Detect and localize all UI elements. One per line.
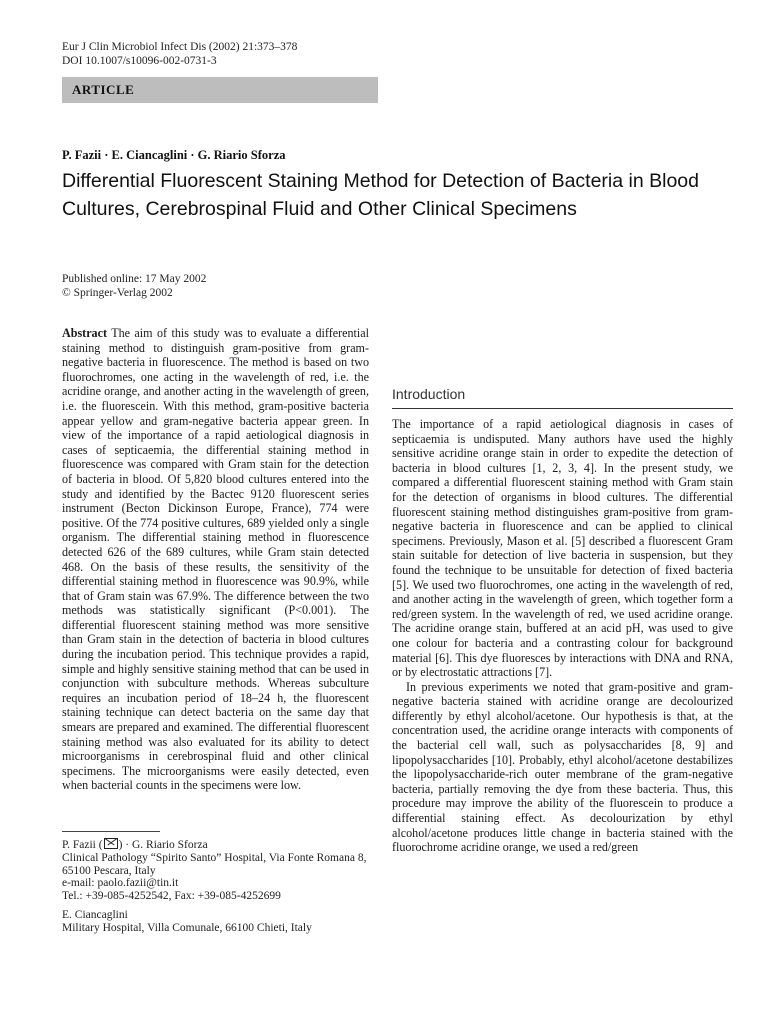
authors: P. Fazii · E. Ciancaglini · G. Riario Sforza (62, 148, 286, 162)
section-label: ARTICLE (72, 82, 135, 97)
published-online: Published online: 17 May 2002 (62, 273, 207, 285)
envelope-icon (104, 838, 118, 849)
coauthor-name: ) · G. Riario Sforza (118, 839, 208, 851)
affiliation-address: Clinical Pathology “Spirito Santo” Hospital, Via Fonte Romana 8, (62, 851, 367, 864)
abstract (62, 326, 369, 793)
abstract-column (62, 326, 369, 793)
email: e-mail: paolo.fazii@tin.it (62, 877, 179, 890)
publication-info (62, 273, 206, 300)
journal-citation: Eur J Clin Microbiol Infect Dis (2002) 21:373–378 (62, 41, 298, 53)
author-name: P. Fazii ( (62, 839, 103, 851)
introduction-paragraph-1: The importance of a rapid aetiological diagnosis in cases of septicaemia is undisputed. Many authors have used the highly sensitive acridine orange stain in order to expedite the detection of bacteria in blood cultures [1, 2, 3, 4]. In the present study, we compared a differential fluorescent staining method with Gram stain for the detection of organisms in blood cultures. The differential fluorescent staining method distinguishes gram-positive from gram-negative bacteria in fluorescence and can be applied to clinical specimens. Previously, Mason et al. [5] described a fluorescent Gram stain suitable for detection of live bacteria in suspension, but they found the technique to be unsuitable for detection of fixed bacteria [5]. We used two fluorochromes, one acting in the wavelength of red, and another acting in the wavelength of green, which together form a red/green system. In the wavelength of red, we used acridine orange. The acridine orange stain, buffered at an acid pH, was used to give one colour for bacteria and a contrasting colour for background material [6]. This dye fluoresces by interactions with DNA and RNA, or by electrostatic attractions [7]. (392, 417, 733, 680)
second-affiliation: Military Hospital, Villa Comunale, 66100 Chieti, Italy (62, 921, 312, 934)
introduction-rule (392, 408, 733, 409)
affiliation-divider (62, 831, 160, 832)
affiliations (62, 838, 372, 935)
section-label-bar (62, 77, 378, 103)
phone-fax: Tel.: +39-085-4252542, Fax: +39-085-4252699 (62, 890, 281, 903)
introduction-heading: Introduction (392, 386, 466, 402)
abstract-text: The aim of this study was to evaluate a differential staining method to distinguish gram-positive from gram-negative bacteria in fluorescence. The method is based on two fluorochromes, one acting in the wavelength of red, i.e. the acridine orange, and another acting in the wavelength of green, i.e. the fluorescein. With this method, gram-positive bacteria appear yellow and gram-negative bacteria appear green. In view of the importance of a rapid aetiological diagnosis in cases of septicaemia, the differential staining method in fluorescence was compared with Gram stain for the detection of bacteria in blood. Of 5,820 blood cultures entered into the study and identified by the Bactec 9120 fluorescent series instrument (Becton Dickinson Europe, France), 774 were positive. Of the 774 positive cultures, 689 yielded only a single organism. The differential staining method in fluorescence detected 626 of the 689 cultures, while Gram stain detected 468. On the basis of these results, the sensitivity of the differential staining method in fluorescence was 90.9%, while that of Gram stain was 67.9%. The difference between the two methods was statistically significant (P<0.001). The differential fluorescent staining method was more sensitive than Gram stain in the detection of bacteria in blood cultures during the incubation period. This technique provides a rapid, simple and highly sensitive staining method that can be used in conjunction with subculture methods. Whereas subculture requires an incubation period of 18–24 h, the fluorescent staining technique can detect bacteria on the same day that smears are prepared and examined. The differential fluorescent staining method was also evaluated for its ability to detect microorganisms in cerebrospinal fluid and other clinical specimens. The microorganisms were easily detected, even when bacterial counts in the specimens were low. (62, 326, 369, 793)
abstract-label: Abstract (62, 326, 108, 340)
doi: DOI 10.1007/s10096-002-0731-3 (62, 54, 217, 67)
journal-meta (62, 41, 297, 68)
corresponding-authors (62, 838, 372, 852)
copyright: © Springer-Verlag 2002 (62, 286, 173, 299)
introduction-body (392, 417, 733, 855)
introduction-paragraph-2: In previous experiments we noted that gram-positive and gram-negative bacteria stained with acridine orange are decolourized differently by ethyl alcohol/acetone. Our hypothesis is that, at the concentration used, the acridine orange interacts with components of the bacterial cell wall, such as polysaccharides [8, 9] and lipopolysaccharides [10]. Probably, ethyl alcohol/acetone destabilizes the lipopolysaccharide-rich outer membrane of the gram-negative bacteria, partially removing the dye from these bacteria. Thus, this procedure may improve the ability of the fluorescein to produce a differential staining effect. As decolourization by ethyl alcohol/acetone produces little change in bacteria stained with the fluorochrome acridine orange, we used a red/green (392, 679, 733, 855)
second-author: E. Ciancaglini (62, 908, 128, 921)
page-title: Differential Fluorescent Staining Method for Detection of Bacteria in Blood Cultures, Cerebrospinal Fluid and Other Clinical Specimens (62, 170, 699, 220)
affiliation-city: 65100 Pescara, Italy (62, 864, 156, 877)
